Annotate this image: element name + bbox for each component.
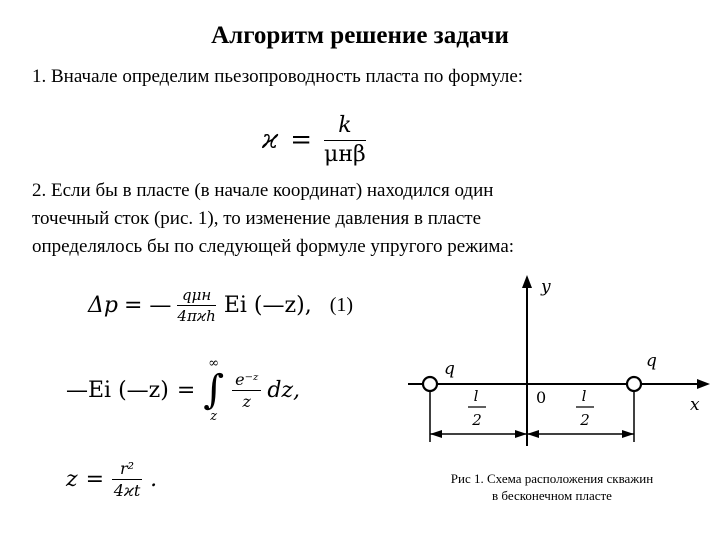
formula-lhs: z xyxy=(66,466,78,492)
equation-number: (1) xyxy=(329,293,354,316)
step-2-text xyxy=(32,177,692,261)
fraction-denominator: 4ϰt xyxy=(113,480,141,500)
fraction-numerator: r² xyxy=(112,459,142,480)
step-2-line: точечный сток (рис. 1), то изменение давления в пласте xyxy=(32,208,482,229)
dimension-arrow xyxy=(430,430,442,438)
step-1-text: 1. Вначале определим пьезопроводность пласта по формуле: xyxy=(32,66,524,87)
fraction-numerator: qμн xyxy=(177,286,215,306)
formula-diffusivity xyxy=(262,112,366,168)
formula-pressure-change xyxy=(88,282,353,328)
y-axis-label: y xyxy=(541,277,551,297)
formula-fraction xyxy=(112,459,142,500)
formula-tail: . xyxy=(150,466,158,492)
integral-upper-limit: ∞ xyxy=(208,356,220,371)
formula-equals: = — xyxy=(123,292,172,318)
integral-symbol: ∫ xyxy=(203,367,225,413)
fraction-denominator: 4πϰh xyxy=(177,306,216,325)
formula-tail: dz, xyxy=(267,377,301,403)
half-distance-denominator: 2 xyxy=(580,411,590,429)
formula-fraction xyxy=(324,113,366,167)
origin-label: 0 xyxy=(536,388,547,407)
integral-lower-limit: z xyxy=(210,409,218,424)
fraction-denominator: μнβ xyxy=(324,142,366,167)
dimension-arrow xyxy=(515,430,527,438)
half-distance-denominator: 2 xyxy=(472,411,482,429)
x-axis-arrow xyxy=(697,379,710,389)
well-right xyxy=(627,377,641,391)
well-scheme-figure xyxy=(400,270,715,460)
dimension-arrow xyxy=(622,430,634,438)
caption-line: в бесконечном пласте xyxy=(492,488,612,503)
fraction-denominator: z xyxy=(242,391,251,411)
well-right-label: q xyxy=(646,351,657,371)
dimension-arrow xyxy=(527,430,539,438)
integral-sign xyxy=(203,357,224,423)
step-2-line: определялось бы по следующей формуле упругого режима: xyxy=(32,236,515,257)
y-axis-arrow xyxy=(522,275,532,288)
formula-equals: = xyxy=(85,466,105,492)
well-left xyxy=(423,377,437,391)
x-axis-label: x xyxy=(690,395,700,415)
figure-caption xyxy=(412,470,692,504)
formula-equals: = xyxy=(290,125,313,155)
page-title: Алгоритм решение задачи xyxy=(211,22,509,49)
formula-exponential-integral xyxy=(66,350,300,430)
formula-lhs: —Ei (—z) xyxy=(66,377,169,403)
formula-fraction xyxy=(232,370,261,411)
formula-fraction xyxy=(177,286,215,325)
caption-line: Рис 1. Схема расположения скважин xyxy=(450,471,654,486)
formula-rhs: Ei (—z), xyxy=(223,292,312,318)
formula-lhs: ϰ xyxy=(262,125,279,155)
fraction-numerator: k xyxy=(324,113,366,141)
fraction-numerator: e⁻ᶻ xyxy=(232,370,261,391)
half-distance-numerator: l xyxy=(581,387,587,405)
step-2-line: 2. Если бы в пласте (в начале координат) находился один xyxy=(32,180,494,201)
half-distance-numerator: l xyxy=(473,387,479,405)
formula-equals: = xyxy=(176,377,196,403)
well-left-label: q xyxy=(444,359,455,379)
formula-lhs: Δp xyxy=(88,292,118,318)
formula-z-definition xyxy=(66,456,157,502)
